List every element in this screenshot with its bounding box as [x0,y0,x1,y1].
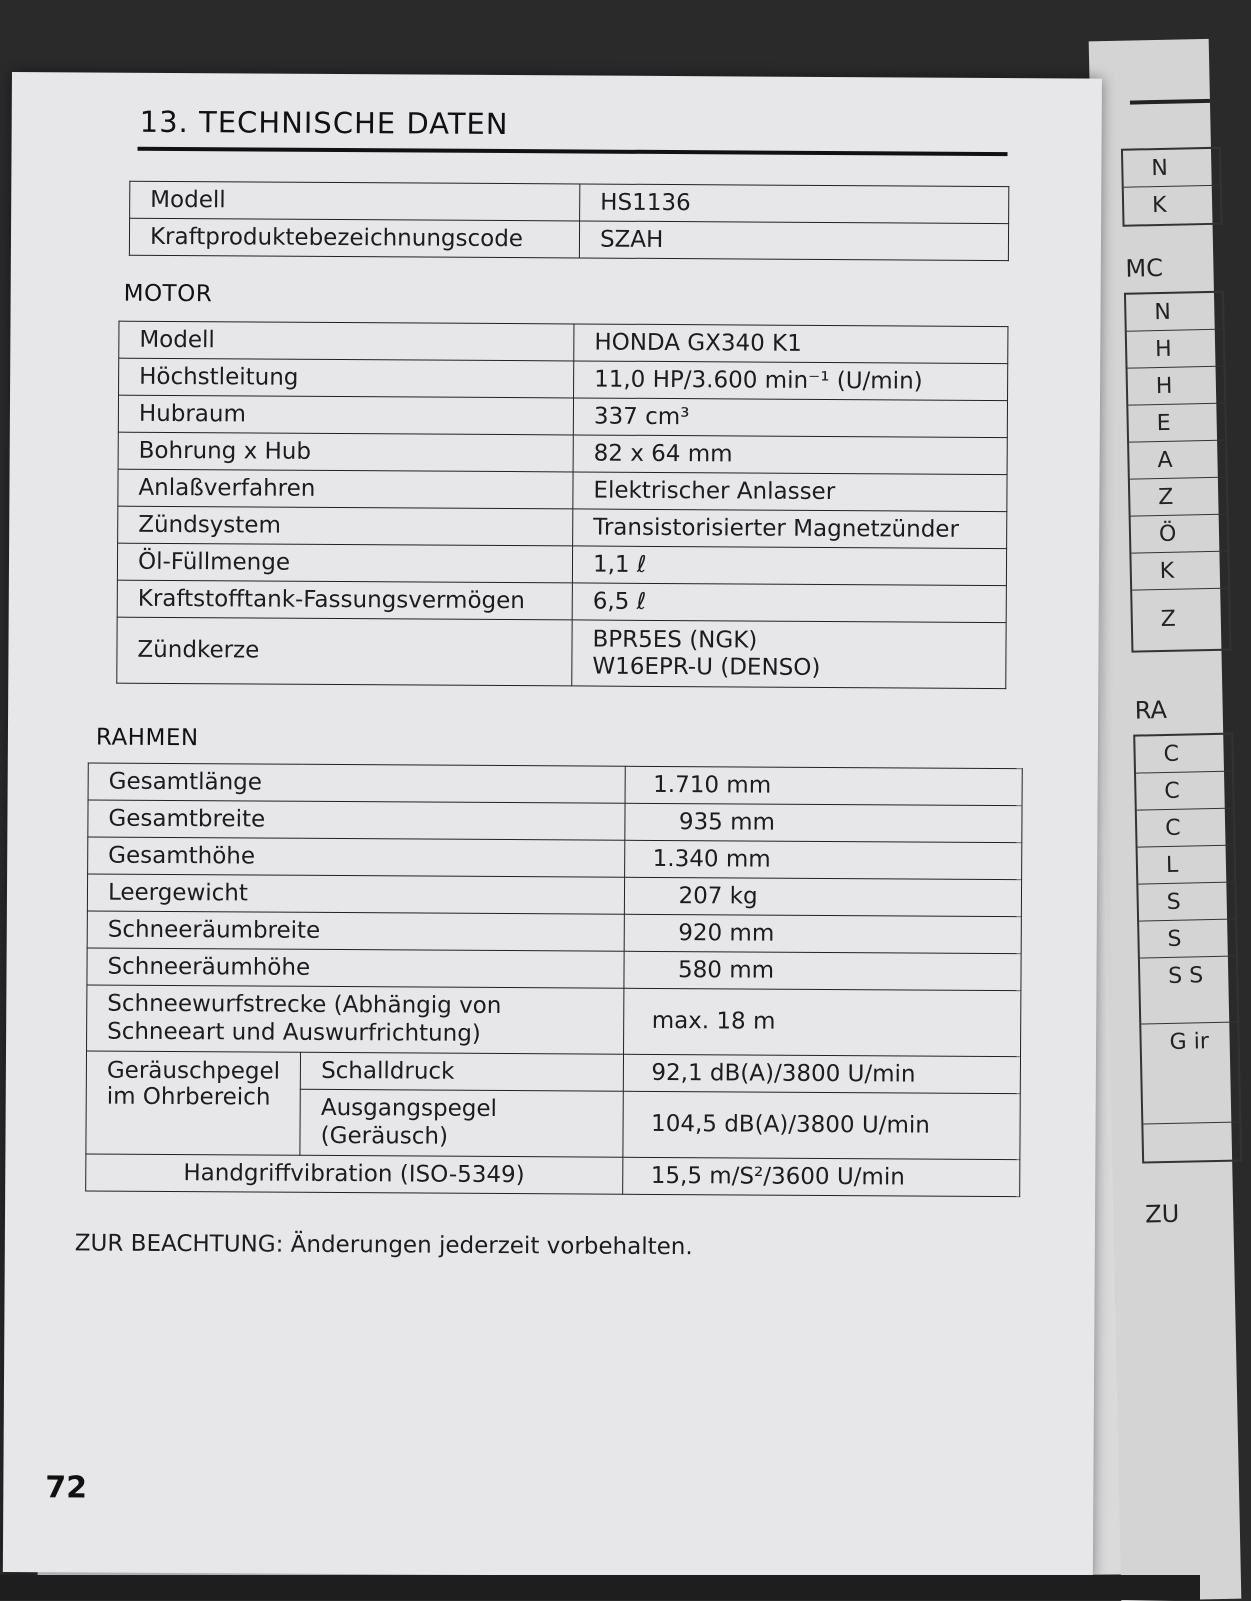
adjacent-motor-heading: MC [1125,253,1164,283]
spec-label: Schalldruck [300,1052,623,1091]
page-number: 72 [45,1470,88,1506]
spec-value: 1.710 mm [625,766,1023,805]
adjacent-cell: S S [1140,957,1237,1025]
adjacent-cell: G ir [1141,1023,1239,1125]
table-row [88,837,1022,880]
adjacent-cell: K [1131,552,1228,591]
table-row [117,617,1006,688]
table-row [118,506,1007,548]
adjacent-cell [1143,1123,1240,1162]
spec-value: 92,1 dB(A)/3800 U/min [623,1054,1021,1093]
adjacent-cell: K [1151,192,1167,219]
spec-value: max. 18 m [623,988,1021,1056]
spec-label: Öl-Füllmenge [117,543,572,583]
table-row [86,1051,1020,1094]
spec-label: Schneeräumbreite [87,911,624,951]
spec-label-line: Schneeart und Auswurfrichtung) [107,1018,481,1047]
table-row [87,874,1021,917]
spec-label: Kraftstofftank-Fassungsvermögen [117,580,572,620]
spec-label-line: Schneewurfstrecke (Abhängig von [107,990,502,1019]
noise-group-label [86,1051,301,1155]
spec-value: SZAH [579,221,1008,261]
spec-label-line: (Geräusch) [320,1122,449,1150]
rahmen-heading: RAHMEN [95,724,199,752]
table-row [117,543,1006,585]
adjacent-cell: C [1137,809,1234,848]
spec-label [87,985,624,1054]
adjacent-cell: N [1123,149,1220,188]
adjacent-cell: N [1126,293,1223,332]
table-row [88,800,1022,843]
spec-label-line: Ausgangspegel [320,1094,498,1122]
table-row [130,181,1009,223]
spec-value: 1.340 mm [624,840,1022,879]
spec-label: Handgriffvibration (ISO-5349) [86,1154,623,1194]
spec-value: HONDA GX340 K1 [574,324,1008,364]
spec-label: Gesamtlänge [88,763,625,803]
spec-value: Elektrischer Anlasser [573,472,1007,512]
spec-value: 82 x 64 mm [573,435,1007,475]
spec-label: Bohrung x Hub [118,432,573,472]
spec-value: 207 kg [624,877,1022,916]
spec-label: Modell [119,321,574,361]
general-spec-table [129,181,1009,261]
manual-page [3,72,1102,1579]
adjacent-cell: C [1136,772,1233,811]
table-row [119,321,1008,363]
spec-value: HS1136 [580,184,1009,224]
table-row [129,218,1008,260]
spec-value: 580 mm [623,951,1021,990]
spec-label: Zündkerze [117,617,572,686]
spec-value: 1,1 ℓ [572,546,1006,586]
table-row [118,469,1007,511]
spec-label: Zündsystem [118,506,573,546]
adjacent-cell: L [1138,846,1235,885]
motor-heading: MOTOR [123,280,213,308]
spec-value: 104,5 dB(A)/3800 U/min [622,1091,1020,1159]
spec-label-line: Geräuschpegel [106,1057,281,1085]
desk-surface [0,1575,1200,1600]
table-row [118,432,1007,474]
spec-label: Modell [130,181,580,221]
spec-value: 15,5 m/S²/3600 U/min [622,1157,1020,1196]
spec-value: 6,5 ℓ [572,583,1006,623]
spec-label: Kraftproduktebezeichnungscode [129,218,579,258]
adjacent-cell: C [1135,735,1232,774]
adjacent-page-rule [1130,99,1210,105]
adjacent-cell: H [1127,330,1224,369]
spec-label: Schneeräumhöhe [87,948,624,988]
spec-value: Transistorisierter Magnetzünder [573,509,1007,549]
spec-value: 11,0 HP/3.600 min⁻¹ (U/min) [574,361,1008,401]
spec-label: Hubraum [118,395,573,435]
spec-value [572,620,1006,689]
adjacent-general-table [1121,147,1223,227]
adjacent-cell: Z [1130,478,1227,517]
table-row [118,395,1007,437]
spec-value: 935 mm [624,803,1022,842]
adjacent-cell: S [1139,920,1236,959]
adjacent-cell: S [1138,883,1235,922]
adjacent-rahmen-heading: RA [1134,695,1168,725]
adjacent-cell: H [1128,367,1225,406]
table-row [87,985,1021,1057]
spec-label: Gesamtbreite [88,800,625,840]
table-row [117,580,1006,622]
title-rule [138,147,1008,156]
spec-label: Höchstleitung [119,358,574,398]
spec-label: Anlaßverfahren [118,469,573,509]
adjacent-cell: A [1129,441,1226,480]
table-row [119,358,1008,400]
spec-value-line: W16EPR-U (DENSO) [592,653,821,681]
table-row [87,948,1021,991]
adjacent-cell: E [1128,404,1225,443]
adjacent-cell: Z [1160,606,1177,633]
table-row [87,911,1021,954]
spec-label: Leergewicht [87,874,624,914]
spec-label-line: im Ohrbereich [106,1084,271,1112]
adjacent-motor-table [1124,291,1232,653]
spec-value-line: BPR5ES (NGK) [592,626,758,654]
spec-label: Gesamthöhe [88,837,625,877]
motor-spec-table [116,321,1008,689]
change-notice: ZUR BEACHTUNG: Änderungen jederzeit vorbehalten. [74,1230,693,1261]
rahmen-spec-table [85,762,1023,1197]
adjacent-note: ZU [1144,1199,1180,1229]
spec-value: 920 mm [624,914,1022,953]
table-row [88,763,1022,806]
spec-value: 337 cm³ [573,398,1007,438]
adjacent-cell: Ö [1131,515,1228,554]
page-title: 13. TECHNISCHE DATEN [139,104,509,142]
table-row [86,1154,1020,1197]
adjacent-rahmen-table [1133,733,1242,1164]
spec-label [300,1089,623,1157]
